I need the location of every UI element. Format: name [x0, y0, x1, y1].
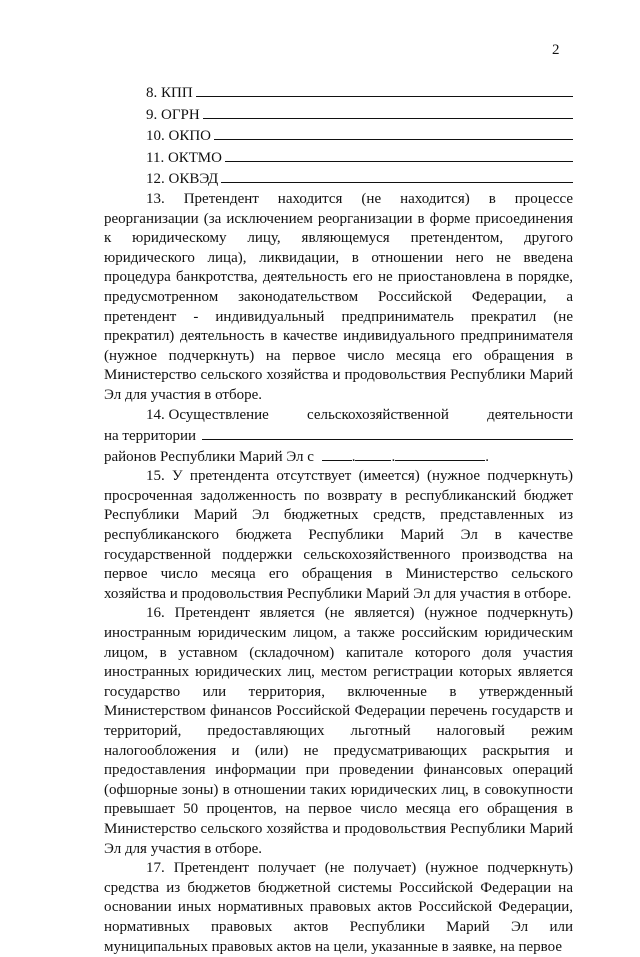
paragraph-13: 13. Претендент находится (не находится) в процессе реорганизации (за исключением реорганизации в форме присоединения к юридическому лицу, являющемуся претендентом, другого юридического лица), ликвидации, в отношении него не введена процедура банкротства, деятельность его не приостановлена в порядке, предусмотренном законодательством Российской Федерации, а претендент - индивидуальный предприниматель прекратил (не прекратил) деятельность в качестве индивидуального предпринимателя (нужное подчеркнуть) на первое число месяца его обращения в Министерство сельского хозяйства и продовольствия Республики Марий Эл для участия в отборе. [104, 190, 573, 403]
p14-word1: 14. Осуществление [146, 406, 269, 423]
field-label: 8. КПП [146, 85, 193, 101]
paragraph-15: 15. У претендента отсутствует (имеется) (нужное подчеркнуть) просроченная задолженность по возврату в республиканский бюджет Республики Марий Эл бюджетных средств, представленных из республиканского бюджета Республики Марий Эл в качестве государственной поддержки сельскохозяйственного производства на первое число месяца его обращения в Министерство сельского хозяйства и продовольствия Республики Марий Эл для участия в отборе. [104, 468, 573, 602]
fill-line [225, 147, 573, 162]
fill-line [221, 168, 573, 183]
field-oktmo [104, 147, 573, 169]
paragraph-14 [104, 406, 573, 468]
fill-line [214, 125, 573, 140]
field-okved [104, 168, 573, 190]
paragraph-17: 17. Претендент получает (не получает) (нужное подчеркнуть) средства из бюджетов бюджетной системы Российской Федерации на основании иных нормативных правовых актов Российской Федерации, нормативных правовых актов Республики Марий Эл или муниципальных правовых актов на цели, указанные в заявке, на первое [104, 860, 573, 955]
page-number: 2 [552, 42, 560, 58]
paragraph-16: 16. Претендент является (не является) (нужное подчеркнуть) иностранным юридическим лицом, а также российским юридическим лицом, в уставном (складочном) капитале которого доля участия иностранных юридических лиц, местом регистрации которых является государство или территория, включенные в утвержденный Министерством финансов Российской Федерации перечень государств и территорий, предоставляющих льготный налоговый режим налогообложения и (или) не предусматривающих раскрытия и предоставления информации при проведении финансовых операций (офшорные зоны) в отношении таких юридических лиц, в совокупности превышает 50 процентов, на первое число месяца его обращения в Министерство сельского хозяйства и продовольствия Республики Марий Эл для участия в отборе. [104, 605, 573, 857]
field-label: 11. ОКТМО [146, 149, 222, 166]
field-kpp [104, 82, 573, 104]
field-label: 9. ОГРН [146, 106, 200, 123]
field-label: 12. ОКВЭД [146, 171, 219, 188]
paragraph-14-line3: районов Республики Марий Эл с . . . [104, 448, 489, 465]
date-month-blank [355, 447, 391, 461]
document-body [104, 82, 573, 957]
date-day-blank [322, 447, 352, 461]
fill-line [196, 82, 573, 97]
field-ogrn [104, 104, 573, 126]
p14-word2: сельскохозяйственной [307, 406, 449, 423]
date-year-blank [395, 447, 485, 461]
paragraph-14-line2 [104, 425, 573, 447]
p14-date-suffix: . [485, 448, 489, 465]
fill-line [203, 104, 573, 119]
p14-date-prefix: районов Республики Марий Эл с [104, 448, 314, 465]
field-okpo [104, 125, 573, 147]
paragraph-14-line1 [104, 406, 573, 426]
field-label: 10. ОКПО [146, 128, 212, 145]
p14-word3: деятельности [487, 406, 573, 423]
p14-territory-label: на территории [104, 428, 197, 445]
territory-fill-line [202, 425, 573, 440]
